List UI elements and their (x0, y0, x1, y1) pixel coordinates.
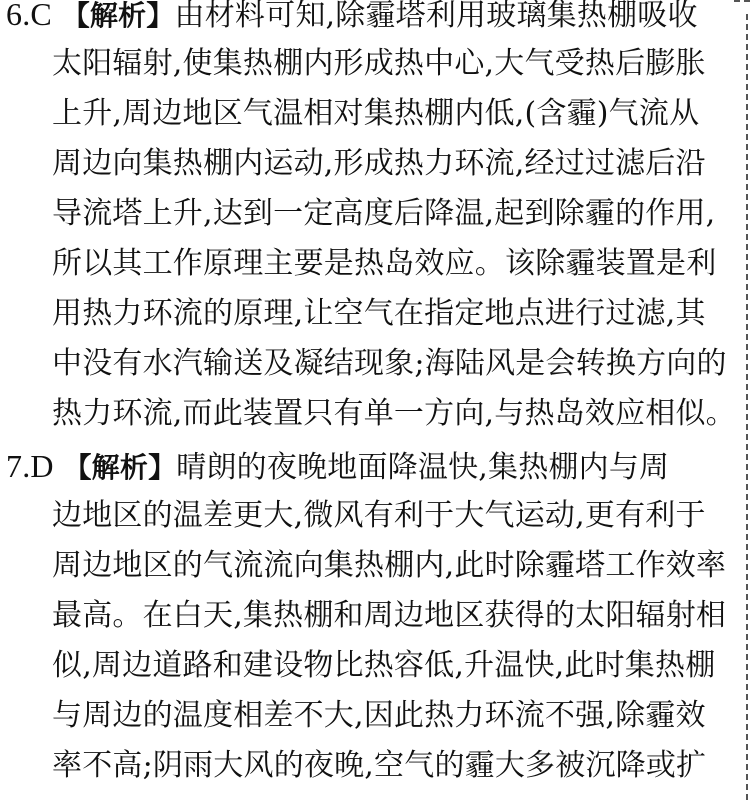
item-6-analysis-tag: 【解析】 (61, 0, 175, 32)
item-6-text-line: 周边向集热棚内运动,形成热力环流,经过过滤后沿 (52, 146, 706, 181)
item-7-analysis-tag: 【解析】 (63, 451, 177, 484)
item-7-text-line: 似,周边道路和建设物比热容低,升温快,此时集热棚 (52, 648, 716, 683)
item-7-text-line: 与周边的温度相差不大,因此热力环流不强,除霾效 (52, 698, 706, 733)
item-7-text-line: 晴朗的夜晚地面降温快,集热棚内与周 (176, 450, 670, 485)
item-6-first-line (6, 0, 698, 36)
item-7-text-line: 周边地区的气流流向集热棚内,此时除霾塔工作效率 (52, 548, 727, 583)
item-7-text-line: 边地区的温差更大,微风有利于大气运动,更有利于 (52, 498, 706, 533)
item-6-text-line: 热力环流,而此装置只有单一方向,与热岛效应相似。 (52, 396, 736, 431)
item-7-number: 7.D (6, 448, 54, 484)
item-6-number: 6.C (6, 0, 52, 32)
item-6-text-line: 太阳辐射,使集热棚内形成热中心,大气受热后膨胀 (52, 46, 706, 81)
item-7-text-line: 率不高;阴雨大风的夜晚,空气的霾大多被沉降或扩 (52, 748, 707, 783)
item-7-first-line (6, 446, 669, 488)
item-6-text-line: 所以其工作原理主要是热岛效应。该除霾装置是利 (52, 246, 717, 281)
item-6-text-line: 导流塔上升,达到一定高度后降温,起到除霾的作用, (52, 196, 716, 231)
item-7-text-line: 最高。在白天,集热棚和周边地区获得的太阳辐射相 (52, 598, 727, 633)
item-6-text-line: 中没有水汽输送及凝结现象;海陆风是会转换方向的 (52, 346, 727, 381)
item-6-text-line: 由材料可知,除霾塔利用玻璃集热棚吸收 (174, 0, 698, 33)
page-edge-dashed-line (746, 14, 748, 800)
item-6-text-line: 上升,周边地区气温相对集热棚内低,(含霾)气流从 (52, 96, 700, 131)
item-6-text-line: 用热力环流的原理,让空气在指定地点进行过滤,其 (52, 296, 706, 331)
